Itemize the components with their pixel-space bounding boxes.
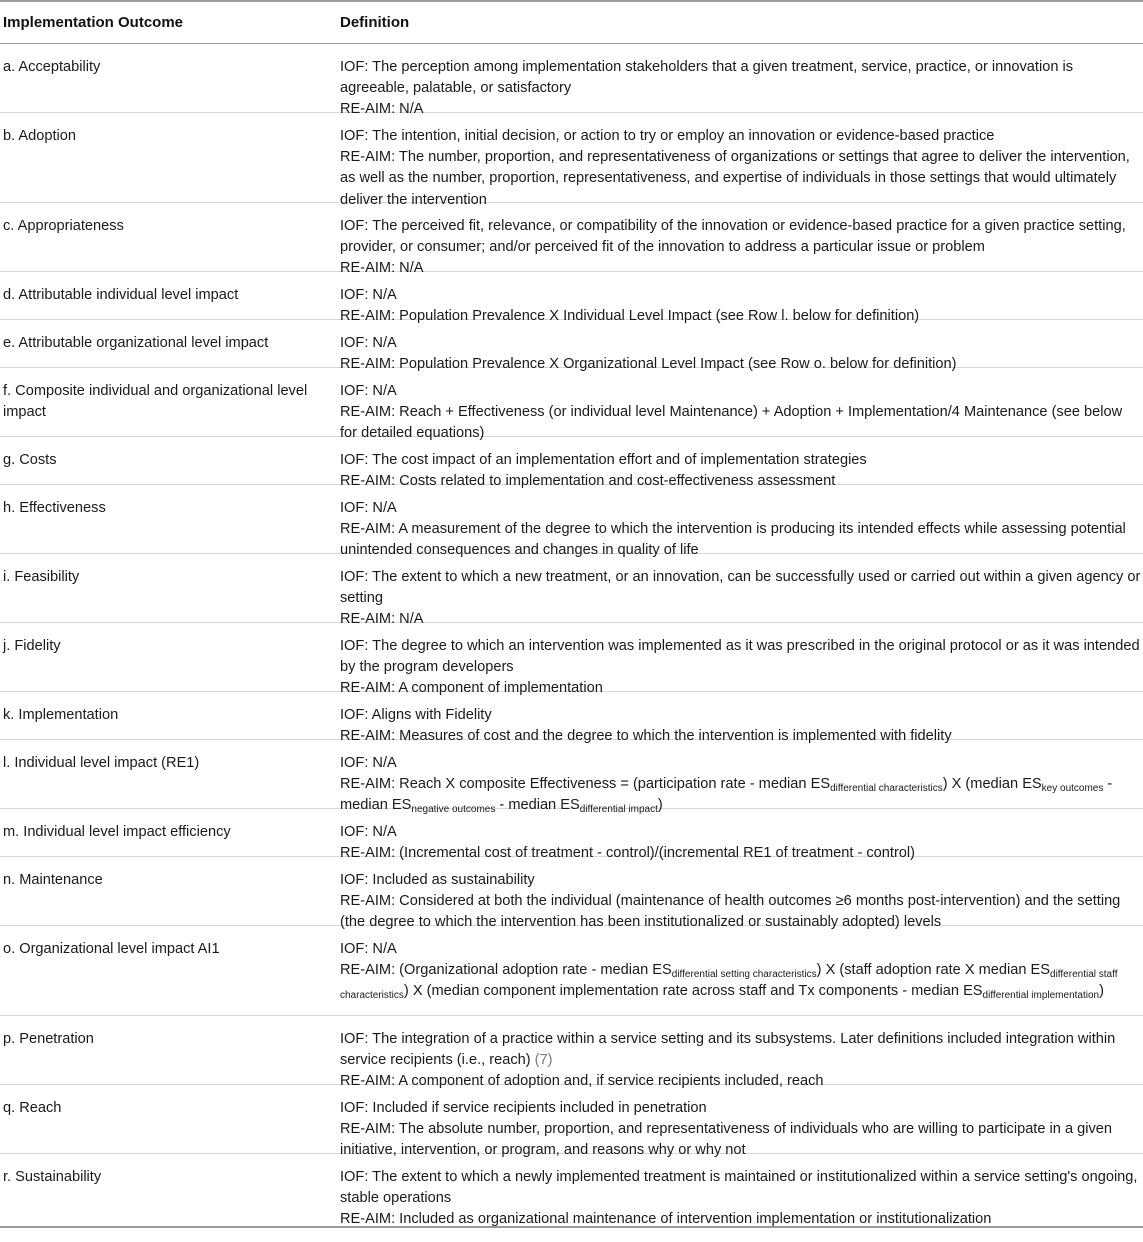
formula-text: ) xyxy=(657,797,663,814)
iof-definition xyxy=(340,1029,1141,1071)
iof-definition: IOF: The extent to which a newly implemented treatment is maintained or institutionalized within a service setting's ongoing, stable operations xyxy=(340,1169,1138,1207)
table-row xyxy=(0,1016,1143,1090)
iof-definition: IOF: N/A xyxy=(340,335,397,351)
re-aim-definition: RE-AIM: Included as organizational maintenance of intervention implementation or institutionalization xyxy=(340,1211,992,1228)
outcome-cell: l. Individual level impact (RE1) xyxy=(3,755,200,771)
re-aim-definition: RE-AIM: The number, proportion, and representativeness of organizations or settings that agree to deliver the intervention, as well as the number, proportion, representativeness, and expertise of individuals in those settings that would ultimately deliver the intervention xyxy=(340,149,1130,208)
definition-cell xyxy=(340,381,1143,445)
table-row xyxy=(0,623,1143,697)
definition-cell xyxy=(340,126,1143,211)
iof-definition: IOF: N/A xyxy=(340,941,397,957)
re-aim-formula xyxy=(340,960,1141,1002)
definition-cell xyxy=(340,753,1143,817)
outcome-cell: b. Adoption xyxy=(3,128,77,144)
re-aim-definition: RE-AIM: N/A xyxy=(340,611,424,628)
table-row xyxy=(0,926,1143,1016)
definition-cell xyxy=(340,870,1143,934)
definition-cell xyxy=(340,567,1143,631)
formula-text: - median ES xyxy=(340,776,1113,814)
re-aim-formula xyxy=(340,774,1141,816)
iof-definition: IOF: N/A xyxy=(340,755,397,771)
table-row xyxy=(0,1154,1143,1228)
table-row xyxy=(0,554,1143,628)
definition-cell xyxy=(340,705,1143,747)
formula-text: RE-AIM: Reach X composite Effectiveness = (participation rate - median ES xyxy=(340,776,831,793)
table-body xyxy=(0,44,1143,1228)
table-row xyxy=(0,113,1143,208)
definition-cell xyxy=(340,939,1143,1003)
re-aim-definition: RE-AIM: A component of implementation xyxy=(340,680,603,697)
table-row xyxy=(0,740,1143,816)
iof-definition: IOF: Included if service recipients included in penetration xyxy=(340,1100,707,1116)
outcome-cell: o. Organizational level impact AI1 xyxy=(3,941,220,957)
definition-cell xyxy=(340,636,1143,700)
re-aim-definition: RE-AIM: Population Prevalence X Organizational Level Impact (see Row o. below for definition) xyxy=(340,356,957,373)
formula-text: ) xyxy=(1099,983,1104,1000)
outcome-cell: e. Attributable organizational level impact xyxy=(3,335,269,351)
outcome-cell: j. Fidelity xyxy=(3,638,61,654)
re-aim-definition: RE-AIM: (Incremental cost of treatment - control)/(incremental RE1 of treatment - control) xyxy=(340,845,916,862)
definition-cell xyxy=(340,285,1143,327)
definition-cell xyxy=(340,498,1143,562)
definition-cell xyxy=(340,1029,1143,1093)
definition-cell xyxy=(340,1098,1143,1162)
table-row xyxy=(0,1085,1143,1159)
definition-cell xyxy=(340,57,1143,121)
iof-definition: IOF: Aligns with Fidelity xyxy=(340,707,492,723)
iof-definition: IOF: N/A xyxy=(340,287,397,303)
formula-subscript: negative outcomes xyxy=(411,804,496,816)
formula-text: ) X (staff adoption rate X median ES xyxy=(816,962,1051,979)
definition-cell xyxy=(340,450,1143,492)
iof-definition: IOF: The degree to which an intervention was implemented as it was prescribed in the original protocol or as it was intended by the program developers xyxy=(340,638,1140,676)
iof-definition: IOF: Included as sustainability xyxy=(340,872,535,888)
outcome-cell: q. Reach xyxy=(3,1100,62,1116)
re-aim-definition: RE-AIM: The absolute number, proportion, and representativeness of individuals who are willing to participate in a given initiative, intervention, or program, and reasons why or why not xyxy=(340,1121,1113,1159)
iof-definition: IOF: N/A xyxy=(340,383,397,399)
header-definition: Definition xyxy=(340,14,410,31)
definition-cell xyxy=(340,1167,1143,1231)
table-header-row xyxy=(0,0,1143,44)
outcome-cell: p. Penetration xyxy=(3,1031,94,1047)
re-aim-definition: RE-AIM: N/A xyxy=(340,101,424,118)
re-aim-definition: RE-AIM: Reach + Effectiveness (or individual level Maintenance) + Adoption + Implementation/4 Maintenance (see below for detailed equations) xyxy=(340,404,1123,442)
citation-reference[interactable]: (7) xyxy=(534,1052,553,1069)
formula-text: - median ES xyxy=(495,797,580,814)
definition-cell xyxy=(340,822,1143,864)
formula-text: ) X (median ES xyxy=(942,776,1042,793)
iof-definition: IOF: The perceived fit, relevance, or compatibility of the innovation or evidence-based practice for a given practice setting, provider, or consumer; and/or perceived fit of the innovation to address a particular issue or problem xyxy=(340,218,1126,256)
table-row xyxy=(0,857,1143,931)
definition-cell xyxy=(340,216,1143,280)
definition-cell xyxy=(340,333,1143,375)
table-row xyxy=(0,203,1143,277)
outcome-cell: i. Feasibility xyxy=(3,569,80,585)
formula-subscript: differential impact xyxy=(579,804,658,816)
formula-text: RE-AIM: (Organizational adoption rate - median ES xyxy=(340,962,672,979)
outcome-cell: g. Costs xyxy=(3,452,57,468)
formula-subscript: differential characteristics xyxy=(830,783,943,795)
re-aim-definition: RE-AIM: N/A xyxy=(340,260,424,277)
re-aim-definition: RE-AIM: Considered at both the individual (maintenance of health outcomes ≥6 months post-intervention) and the setting (the degree to which the intervention has been institutionalized or sustainably adopted) levels xyxy=(340,893,1121,931)
re-aim-definition: RE-AIM: Costs related to implementation and cost-effectiveness assessment xyxy=(340,473,836,490)
outcome-cell: r. Sustainability xyxy=(3,1169,102,1185)
outcome-cell: d. Attributable individual level impact xyxy=(3,287,239,303)
formula-subscript: key outcomes xyxy=(1041,783,1104,795)
formula-subscript: differential staff characteristics xyxy=(340,969,1118,1002)
table-row xyxy=(0,44,1143,118)
definition-text: IOF: The integration of a practice within a service setting and its subsystems. Later definitions included integration within service recipients (i.e., reach) xyxy=(340,1031,1116,1069)
outcome-cell: k. Implementation xyxy=(3,707,119,723)
outcome-cell: n. Maintenance xyxy=(3,872,103,888)
outcome-cell: m. Individual level impact efficiency xyxy=(3,824,231,840)
formula-text: ) X (median component implementation rate across staff and Tx components - median ES xyxy=(403,983,983,1000)
iof-definition: IOF: The cost impact of an implementation effort and of implementation strategies xyxy=(340,452,867,468)
header-implementation-outcome: Implementation Outcome xyxy=(3,14,184,31)
iof-definition: IOF: N/A xyxy=(340,500,397,516)
table-row xyxy=(0,485,1143,559)
re-aim-definition: RE-AIM: A component of adoption and, if service recipients included, reach xyxy=(340,1073,824,1090)
re-aim-definition: RE-AIM: Population Prevalence X Individual Level Impact (see Row l. below for definition) xyxy=(340,308,920,325)
re-aim-definition: RE-AIM: Measures of cost and the degree to which the intervention is implemented with fidelity xyxy=(340,728,952,745)
outcome-cell: h. Effectiveness xyxy=(3,500,106,516)
iof-definition: IOF: The perception among implementation stakeholders that a given treatment, service, practice, or innovation is agreeable, palatable, or satisfactory xyxy=(340,59,1074,97)
re-aim-definition: RE-AIM: A measurement of the degree to which the intervention is producing its intended effects while assessing potential unintended consequences and changes in quality of life xyxy=(340,521,1126,559)
formula-subscript: differential setting characteristics xyxy=(671,969,817,981)
outcome-cell: a. Acceptability xyxy=(3,59,101,75)
iof-definition: IOF: N/A xyxy=(340,824,397,840)
iof-definition: IOF: The extent to which a new treatment, or an innovation, can be successfully used or carried out within a given agency or setting xyxy=(340,569,1141,607)
iof-definition: IOF: The intention, initial decision, or action to try or employ an innovation or evidence-based practice xyxy=(340,128,995,144)
formula-subscript: differential implementation xyxy=(982,990,1100,1002)
outcome-cell: f. Composite individual and organizational level impact xyxy=(3,383,308,421)
outcome-cell: c. Appropriateness xyxy=(3,218,124,234)
table-row xyxy=(0,368,1143,442)
